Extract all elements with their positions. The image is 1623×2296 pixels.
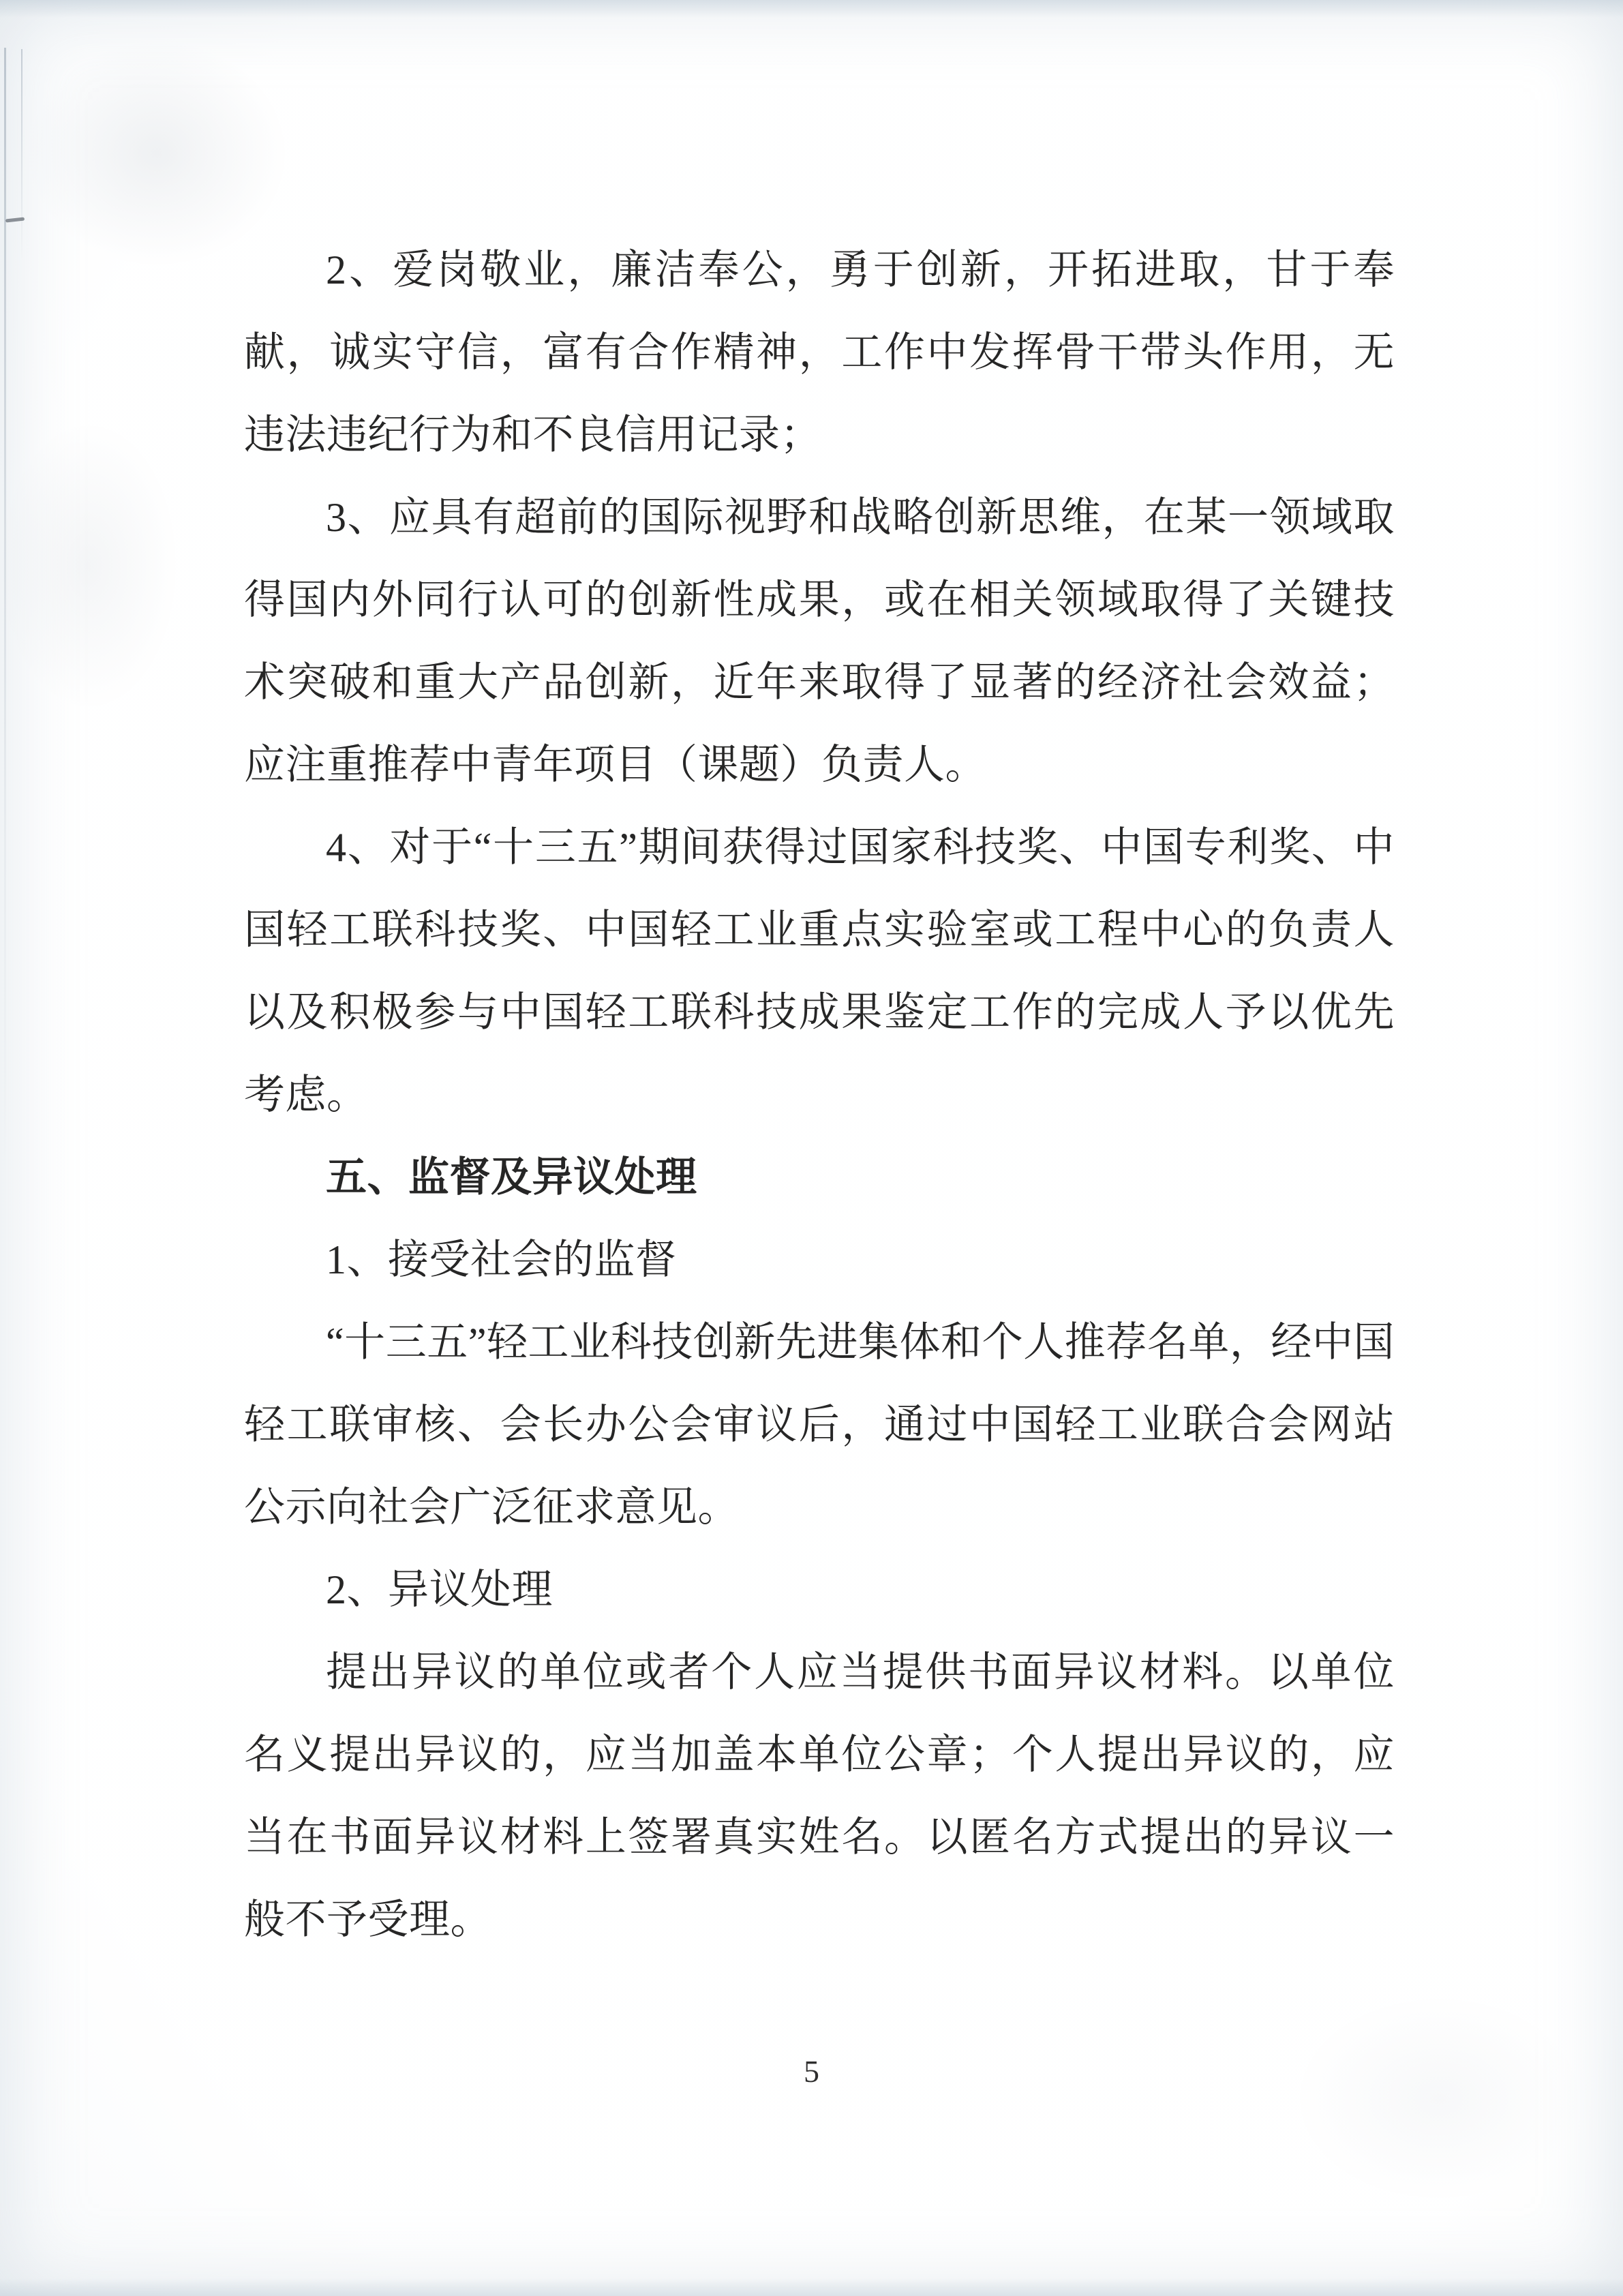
scan-artifact-dash [5,217,25,223]
scan-artifact-left-line-short [21,49,22,260]
para-public-notice: “十三五”轻工业科技创新先进集体和个人推荐名单，经中国轻工联审核、会长办公会审议后，通过中国轻工业联合会网站公示向社会广泛征求意见。 [244,1320,1395,1530]
para-objection-procedure: 提出异议的单位或者个人应当提供书面异议材料。以单位名义提出异议的，应当加盖本单位公章；个人提出异议的，应当在书面异议材料上签署真实姓名。以匿名方式提出的异议一般不予受理。 [244,1650,1395,1942]
clause-3: 3、应具有超前的国际视野和战略创新思维，在某一领域取得国内外同行认可的创新性成果，或在相关领域取得了关键技术突破和重大产品创新，近年来取得了显著的经济社会效益；应注重推荐中青年项目（课题）负责人。 [244,495,1395,787]
scan-smudge-mid-left [0,423,177,709]
page-number: 5 [804,2054,819,2089]
section-heading-supervision: 五、监督及异议处理 [326,1155,697,1200]
scan-artifact-bottom-strip [0,2278,1623,2296]
clause-supervision-1: 1、接受社会的监督 [326,1237,677,1282]
scan-artifact-left-line [4,48,6,1173]
scan-smudge-bottom-right [1296,1996,1582,2201]
scan-artifact-top-strip [0,0,1623,18]
clause-4: 4、对于“十三五”期间获得过国家科技奖、中国专利奖、中国轻工联科技奖、中国轻工业重点实验室或工程中心的负责人以及积极参与中国轻工联科技成果鉴定工作的完成人予以优先考虑。 [244,825,1395,1117]
clause-objection-2: 2、异议处理 [326,1567,553,1612]
clause-2: 2、爱岗敬业，廉洁奉公，勇于创新，开拓进取，甘于奉献，诚实守信，富有合作精神，工作中发挥骨干带头作用，无违法违纪行为和不良信用记录； [244,247,1395,457]
document-body [244,229,1395,1961]
